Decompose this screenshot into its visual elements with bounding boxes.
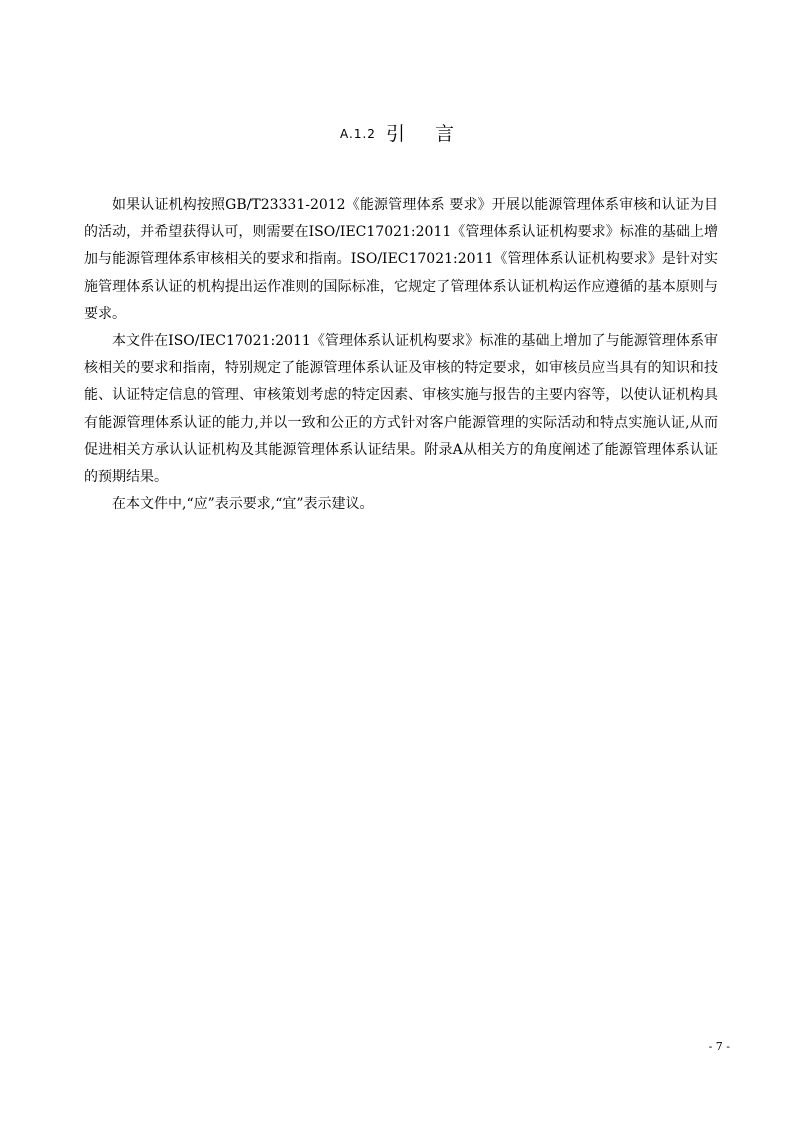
paragraph-1: 如果认证机构按照GB/T23331-2012《能源管理体系 要求》开展以能源管理体系审核和认证为目的活动，并希望获得认可，则需要在ISO/IEC17021:2011《管理体系认证机构要求》标准的基础上增加与能源管理体系审核相关的要求和指南。ISO/IEC17021:2011《管理体系认证机构要求》是针对实施管理体系认证的机构提出运作准则的国际标准，它规定了管理体系认证机构运作应遵循的基本原则与要求。 bbox=[84, 197, 718, 322]
section-number: A.1.2 bbox=[340, 126, 376, 141]
paragraph-2: 本文件在ISO/IEC17021:2011《管理体系认证机构要求》标准的基础上增加了与能源管理体系审核相关的要求和指南，特别规定了能源管理体系认证及审核的特定要求，如审核员应当具有的知识和技能、认证特定信息的管理、审核策划考虑的特定因素、审核实施与报告的主要内容等，以使认证机构具有能源管理体系认证的能力,并以一致和公正的方式针对客户能源管理的实际活动和特点实施认证,从而促进相关方承认认证机构及其能源管理体系认证结果。附录A从相关方的角度阐述了能源管理体系认证的预期结果。 bbox=[84, 333, 718, 486]
page-number: - 7 - bbox=[708, 1040, 730, 1053]
section-heading bbox=[0, 120, 794, 147]
document-body bbox=[84, 192, 718, 518]
section-title: 引言 bbox=[385, 122, 484, 145]
paragraph-3: 在本文件中,“应”表示要求,“宜”表示建议。 bbox=[112, 496, 374, 513]
